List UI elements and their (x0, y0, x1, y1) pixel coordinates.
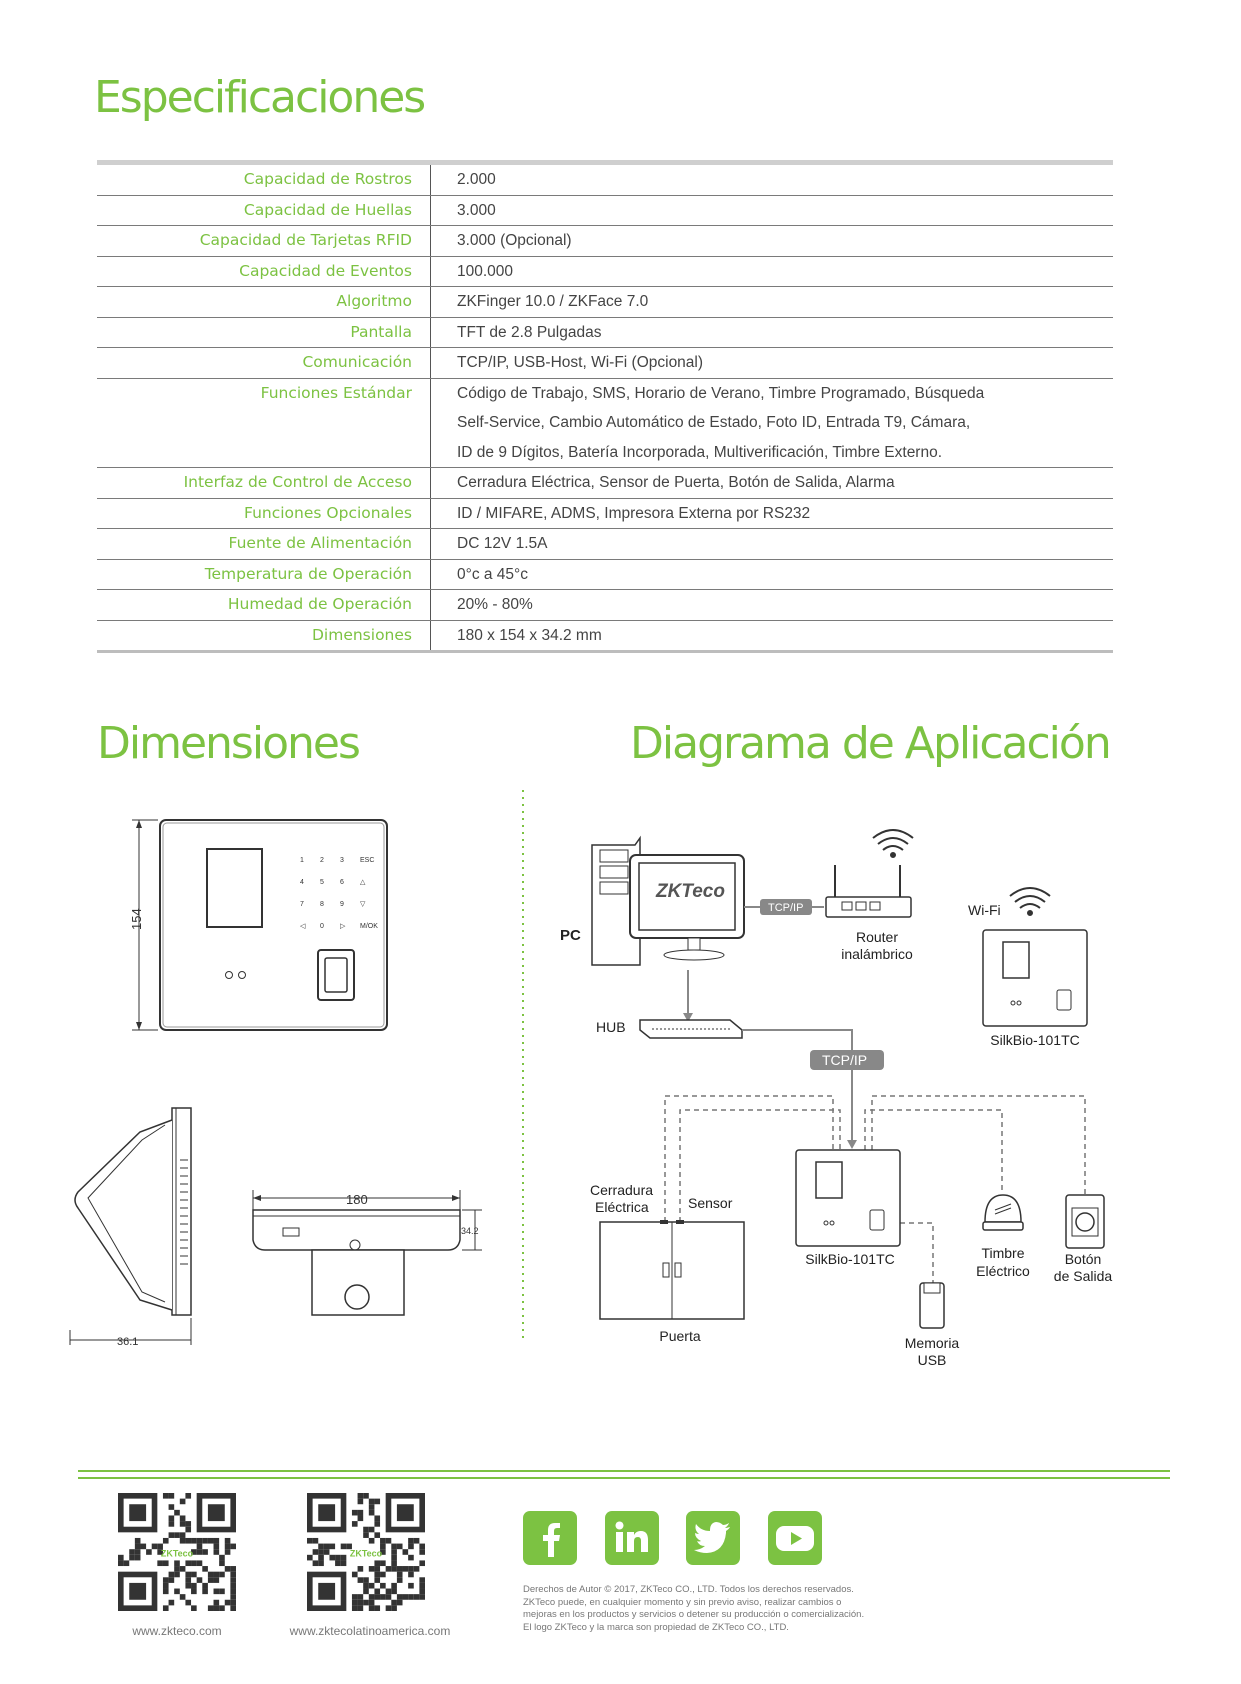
qr1-caption[interactable]: www.zkteco.com (132, 1624, 222, 1638)
keypad-key: 0 (320, 923, 324, 930)
keypad-key: 1 (300, 857, 304, 864)
spec-value-line: 100.000 (457, 262, 514, 280)
specs-title: Especificaciones (94, 72, 425, 123)
keypad-key: 4 (300, 879, 304, 886)
spec-label: Capacidad de Rostros (97, 165, 431, 195)
qr-code-zktecolatam[interactable] (307, 1493, 425, 1611)
wifi-icon-device (1010, 888, 1050, 915)
spec-label: Funciones Estándar (97, 379, 431, 468)
twitter-icon[interactable] (686, 1511, 740, 1565)
top-view-drawing (253, 1190, 482, 1315)
spec-label: Interfaz de Control de Acceso (97, 468, 431, 498)
lock-label-2: Eléctrica (595, 1199, 649, 1215)
wifi-icon-router (873, 830, 913, 857)
width-label: 180 (346, 1192, 368, 1207)
side-label: 36.1 (117, 1336, 139, 1348)
keypad-key: △ (360, 879, 366, 886)
router (826, 865, 911, 917)
application-title: Diagrama de Aplicación (630, 718, 1110, 769)
sensor-label: Sensor (688, 1195, 733, 1211)
side-view-drawing (70, 1108, 191, 1345)
copyright-notice (523, 1584, 943, 1634)
bell-label-2: Eléctrico (976, 1263, 1030, 1279)
router-label-1: Router (855, 929, 899, 945)
keypad-key: 2 (320, 857, 324, 864)
linkedin-icon[interactable] (605, 1511, 659, 1565)
keypad-key: M/OK (360, 923, 378, 930)
footer-rule (78, 1470, 1170, 1472)
spec-value-line: Cerradura Eléctrica, Sensor de Puerta, Botón de Salida, Alarma (457, 474, 895, 491)
usb-label-2: USB (917, 1352, 947, 1368)
device-top-drawing (983, 930, 1087, 1026)
spec-value-line: 0°c a 45°c (457, 565, 528, 583)
spec-value-line: Código de Trabajo, SMS, Horario de Verano, Timbre Programado, Búsqueda (457, 384, 985, 402)
keypad-key: 8 (320, 901, 324, 908)
height-label: 154 (129, 908, 144, 930)
spec-label: Fuente de Alimentación (97, 529, 431, 559)
wifi-label: Wi-Fi (968, 902, 1001, 918)
spec-value-line: 180 x 154 x 34.2 mm (457, 626, 602, 644)
front-view-drawing (132, 820, 387, 1030)
spec-value-line: 2.000 (457, 171, 496, 188)
spec-value-line: TCP/IP, USB-Host, Wi-Fi (Opcional) (457, 354, 704, 371)
router-label-2: inalámbrico (841, 946, 913, 962)
spec-value-line: 3.000 (Opcional) (457, 232, 572, 249)
device-main-label: SilkBio-101TC (805, 1251, 895, 1267)
spec-label: Comunicación (97, 348, 431, 378)
pc-monitor (630, 855, 744, 960)
tcpip-label-2: TCP/IP (822, 1052, 868, 1068)
spec-label: Humedad de Operación (97, 590, 431, 620)
copyright-line: Derechos de Autor © 2017, ZKTeco CO., LTD. Todos los derechos reservados. (523, 1584, 854, 1595)
spec-label: Capacidad de Huellas (97, 196, 431, 226)
spec-label: Pantalla (97, 318, 431, 348)
monitor-brand: ZKTeco (656, 881, 725, 902)
copyright-line: ZKTeco puede, en cualquier momento y sin previo aviso, realizar cambios o (523, 1596, 842, 1608)
door (600, 1220, 744, 1319)
spec-value-line: ZKFinger 10.0 / ZKFace 7.0 (457, 293, 649, 310)
depth-label: 34.2 (461, 1226, 479, 1236)
spec-value-line: TFT de 2.8 Pulgadas (457, 323, 602, 341)
spec-label: Dimensiones (97, 621, 431, 651)
keypad-key: ESC (360, 857, 375, 864)
qr-code-zkteco[interactable] (118, 1493, 236, 1611)
spec-value-line: DC 12V 1.5A (457, 535, 548, 552)
keypad-key: 7 (300, 901, 304, 908)
spec-value-line: ID / MIFARE, ADMS, Impresora Externa por RS232 (457, 504, 811, 522)
spec-value-line: 20% - 80% (457, 596, 533, 613)
keypad-key: ▷ (340, 923, 346, 930)
exit-label-2: de Salida (1053, 1268, 1113, 1284)
keypad-key: ◁ (300, 923, 306, 930)
usb-label-1: Memoria (904, 1335, 960, 1351)
door-label: Puerta (659, 1328, 701, 1344)
copyright-line: El logo ZKTeco y la marca son propiedad de ZKTeco CO., LTD. (523, 1621, 789, 1633)
spec-label: Capacidad de Tarjetas RFID (97, 226, 431, 256)
spec-label: Temperatura de Operación (97, 560, 431, 590)
qr2-caption[interactable]: www.zktecolatinoamerica.com (289, 1624, 451, 1638)
lock-label-1: Cerradura (590, 1182, 654, 1198)
spec-label: Funciones Opcionales (97, 499, 431, 529)
facebook-icon[interactable] (523, 1511, 577, 1565)
usb-drive-icon (920, 1283, 944, 1328)
youtube-icon[interactable] (768, 1511, 822, 1565)
spec-label: Capacidad de Eventos (97, 257, 431, 287)
keypad-key: 5 (320, 879, 324, 886)
footer-rule-2 (78, 1477, 1170, 1479)
bell-label-1: Timbre (981, 1245, 1025, 1261)
dimensions-title: Dimensiones (97, 718, 359, 769)
keypad-key: ▽ (360, 901, 366, 908)
exit-button-icon (1066, 1195, 1104, 1248)
spec-value-line: ID de 9 Dígitos, Batería Incorporada, Multiverificación, Timbre Externo. (457, 443, 943, 461)
qr-logo: ZKTeco (160, 1548, 194, 1559)
spec-value-line: 3.000 (457, 201, 496, 219)
spec-value-line: Self-Service, Cambio Automático de Estado, Foto ID, Entrada T9, Cámara, (457, 414, 971, 431)
device-top-label: SilkBio-101TC (990, 1032, 1080, 1048)
spec-label: Algoritmo (97, 287, 431, 317)
qr-logo: ZKTeco (349, 1548, 383, 1559)
device-main-drawing (796, 1150, 900, 1246)
bell-icon (983, 1195, 1023, 1230)
keypad-key: 6 (340, 879, 344, 886)
hub (640, 1020, 742, 1038)
keypad-key: 3 (340, 857, 344, 864)
exit-label-1: Botón (1064, 1251, 1102, 1267)
copyright-line: mejoras en los productos y servicios o detener su producción o comercialización. (523, 1609, 865, 1620)
tcpip-label-1: TCP/IP (768, 902, 804, 914)
hub-label: HUB (596, 1019, 626, 1035)
pc-label: PC (560, 927, 581, 944)
keypad-key: 9 (340, 901, 344, 908)
